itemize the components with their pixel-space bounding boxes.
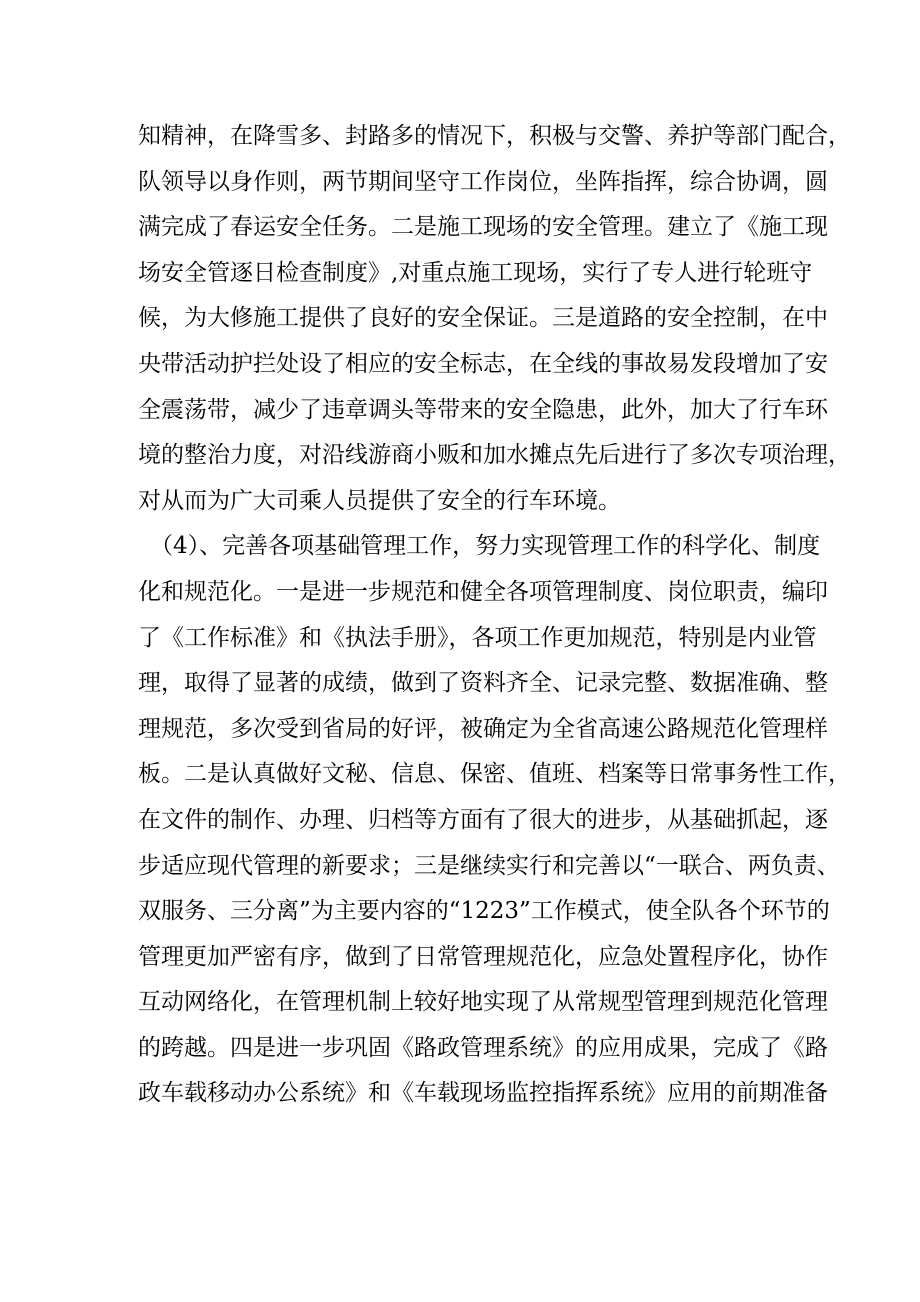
text-line: 全震荡带，减少了违章调头等带来的安全隐患，此外，加大了行车环 <box>138 396 828 423</box>
text-line: 在文件的制作、办理、归档等方面有了很大的进步，从基础抓起，逐 <box>138 806 828 833</box>
text-line: 板。二是认真做好文秘、信息、保密、值班、档案等日常事务性工作， <box>138 761 851 788</box>
text-line: 知精神，在降雪多、封路多的情况下，积极与交警、养护等部门配合， <box>138 123 851 149</box>
text-line: 理，取得了显著的成绩，做到了资料齐全、记录完整、数据准确、整 <box>138 670 828 697</box>
text-line: 候，为大修施工提供了良好的安全保证。三是道路的安全控制，在中 <box>138 305 828 332</box>
text-line: 场安全管逐日检查制度》,对重点施工现场，实行了专人进行轮班守 <box>138 259 813 286</box>
text-line: 对从而为广大司乘人员提供了安全的行车环境。 <box>138 487 621 514</box>
text-line: 理规范，多次受到省局的好评，被确定为全省高速公路规范化管理样 <box>138 715 828 742</box>
text-line: 境的整治力度，对沿线游商小贩和加水摊点先后进行了多次专项治理， <box>138 442 851 469</box>
text-line: 队领导以身作则，两节期间坚守工作岗位，坐阵指挥，综合协调，圆 <box>138 168 828 195</box>
text-line: 的跨越。四是进一步巩固《路政管理系统》的应用成果，完成了《路 <box>138 1034 828 1061</box>
text-line: 互动网络化，在管理机制上较好地实现了从常规型管理到规范化管理 <box>138 989 828 1016</box>
body-text <box>138 114 851 1117</box>
text-line: 央带活动护拦处设了相应的安全标志，在全线的事故易发段增加了安 <box>138 350 828 377</box>
text-line: 政车载移动办公系统》和《车载现场监控指挥系统》应用的前期准备 <box>138 1080 828 1107</box>
text-line: 了《工作标准》和《执法手册》，各项工作更加规范，特别是内业管 <box>138 624 817 651</box>
text-line: 化和规范化。一是进一步规范和健全各项管理制度、岗位职责，编印 <box>138 578 828 605</box>
text-line: 满完成了春运安全任务。二是施工现场的安全管理。建立了《施工现 <box>138 214 828 241</box>
text-line: 步适应现代管理的新要求；三是继续实行和完善以“一联合、两负责、 <box>138 852 840 879</box>
paragraph-4-start: （4）、完善各项基础管理工作，努力实现管理工作的科学化、制度 <box>150 533 821 560</box>
text-line: 管理更加严密有序，做到了日常管理规范化，应急处置程序化，协作 <box>138 943 828 970</box>
text-line: 双服务、三分离”为主要内容的“1223”工作模式，使全队各个环节的 <box>138 898 830 925</box>
